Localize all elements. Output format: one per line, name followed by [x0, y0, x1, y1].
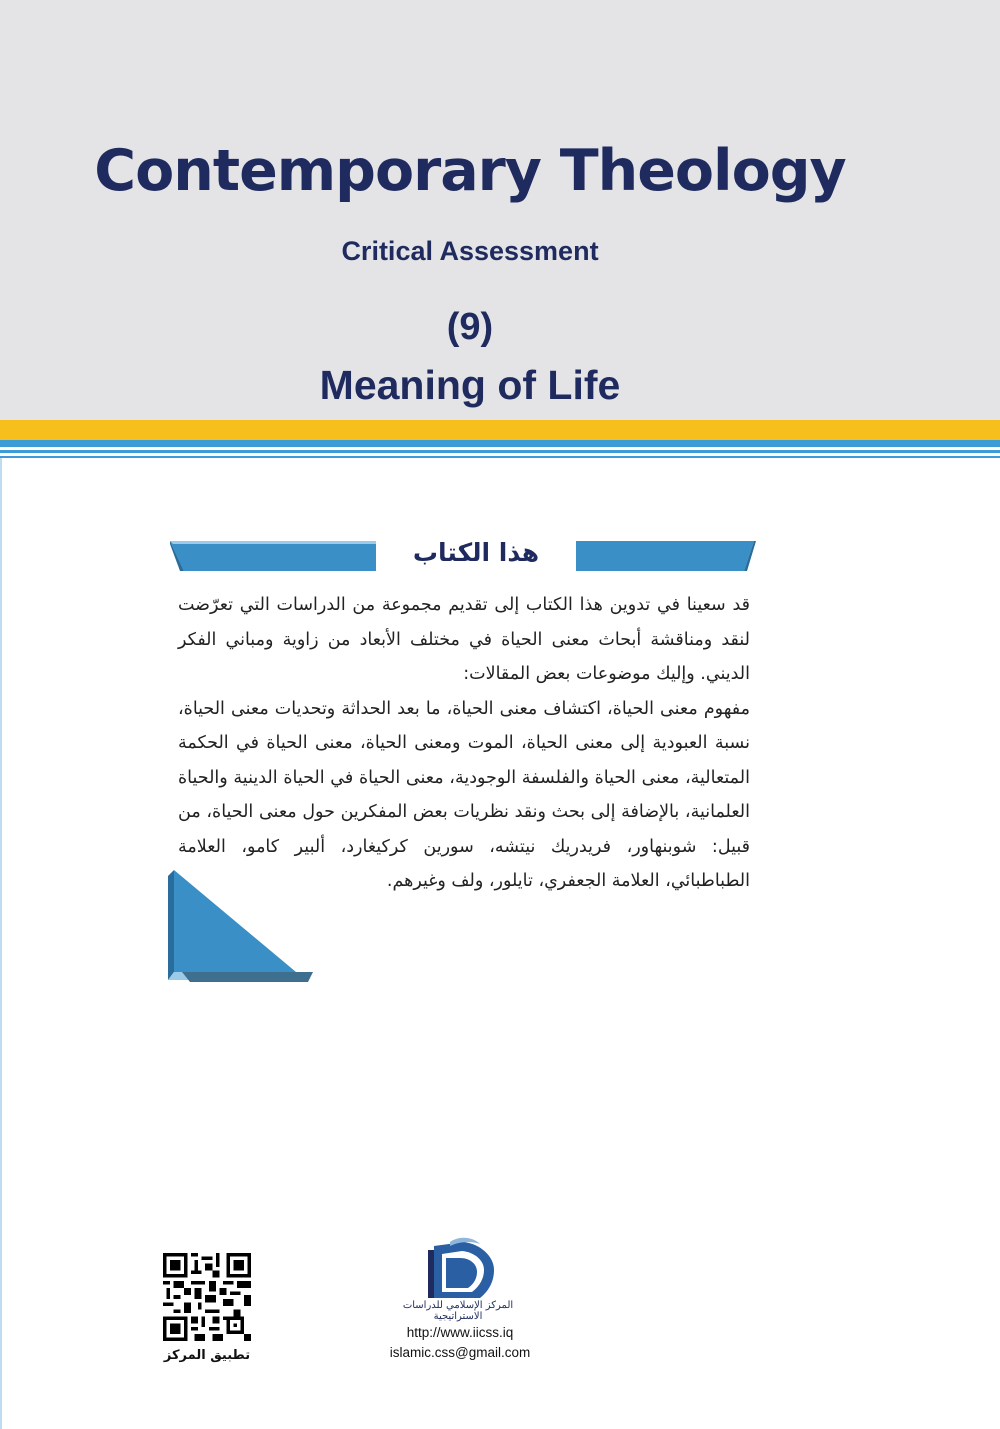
publisher-name: المركز الإسلامي للدراسات الاستراتيجية: [402, 1300, 514, 1322]
corner-decoration: [168, 870, 313, 985]
about-paragraph-intro: قد سعينا في تدوين هذا الكتاب إلى تقديم مجموعة من الدراسات التي تعرّضت لنقد ومناقشة أبحاث معنى الحياة في مختلف الأبعاد من زاوية ومباني الفكر الديني. وإليك موضوعات بعض المقالات:: [178, 595, 750, 684]
blue-stripe: [0, 440, 1000, 447]
volume-title: Meaning of Life: [319, 362, 621, 408]
volume-number: (9): [446, 306, 494, 348]
about-paragraph-topics: مفهوم معنى الحياة، اكتشاف معنى الحياة، ما بعد الحداثة وتحديات معنى الحياة، نسبة العبودية إلى معنى الحياة، الموت ومعنى الحياة، معنى الحياة في الحكمة المتعالية، معنى الحياة والفلسفة الوجودية، معنى الحياة في الحياة الدينية والحياة العلمانية، بالإضافة إلى بحث ونقد نظريات بعض المفكرين حول معنى الحياة، من قبيل: شوبنهاور، فريدريك نيتشه، سورين كركيغارد، ألبير كامو، العلامة الطباطبائي، العلامة الجعفري، تايلور، ولف وغيرهم.: [178, 698, 750, 891]
blue-stripe-thinner: [0, 456, 1000, 458]
publisher-email[interactable]: islamic.css@gmail.com: [389, 1345, 531, 1360]
qr-caption: تطبيق المركز: [163, 1348, 251, 1363]
publisher-logo-icon: [414, 1236, 500, 1302]
blue-stripe-thin: [0, 450, 1000, 453]
about-heading: هذا الكتاب: [412, 538, 540, 567]
publisher-url[interactable]: http://www.iicss.iq: [406, 1325, 514, 1340]
book-subtitle: Critical Assessment: [341, 236, 599, 266]
book-title: Contemporary Theology: [94, 138, 846, 204]
yellow-stripe: [0, 420, 1000, 440]
about-body: [178, 588, 750, 899]
heading-banner-right: [576, 541, 756, 571]
cover-header: [0, 0, 1000, 420]
qr-code-icon[interactable]: [163, 1253, 251, 1341]
left-edge-line: [0, 458, 2, 1429]
heading-banner-left: [170, 541, 376, 571]
